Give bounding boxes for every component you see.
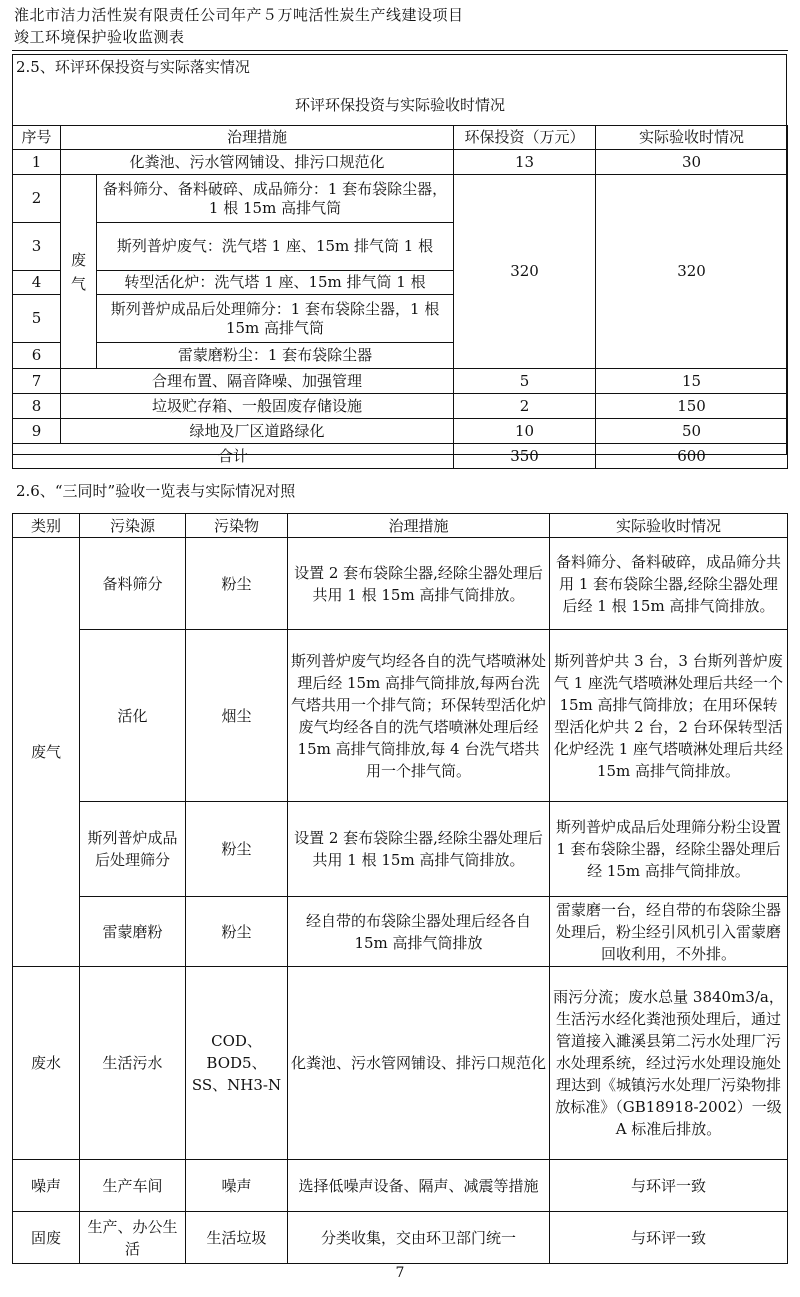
- row-measure: 合理布置、隔音降噪、加强管理: [61, 369, 454, 394]
- row-no: 7: [13, 369, 61, 394]
- row-source: 生产、办公生活: [80, 1212, 186, 1264]
- col-pollutant: 污染物: [186, 514, 288, 538]
- table-row: [13, 150, 788, 175]
- col-actual: 实际验收时情况: [550, 514, 788, 538]
- category-solid: 固废: [13, 1212, 80, 1264]
- table-row: [13, 1212, 788, 1264]
- row-invest: 5: [454, 369, 596, 394]
- row-source: 生产车间: [80, 1160, 186, 1212]
- three-simultaneity-table: [12, 513, 788, 1264]
- investment-table: [12, 125, 788, 469]
- row-measure: 转型活化炉：洗气塔 1 座、15m 排气筒 1 根: [97, 271, 454, 295]
- col-actual: 实际验收时情况: [596, 126, 788, 150]
- row-pollutant: 烟尘: [186, 630, 288, 802]
- category-noise: 噪声: [13, 1160, 80, 1212]
- row-measure: 化粪池、污水管网铺设、排污口规范化: [61, 150, 454, 175]
- col-measure: 治理措施: [288, 514, 550, 538]
- table-row: [13, 419, 788, 444]
- row-measure: 化粪池、污水管网铺设、排污口规范化: [288, 967, 550, 1160]
- row-measure: 备料筛分、备料破碎、成品筛分：1 套布袋除尘器，1 根 15m 高排气筒: [97, 175, 454, 223]
- row-source: 雷蒙磨粉: [80, 897, 186, 967]
- col-measure: 治理措施: [61, 126, 454, 150]
- table-row: [13, 538, 788, 630]
- table-row: [13, 369, 788, 394]
- page-number: 7: [395, 1265, 405, 1281]
- document-header: [14, 4, 464, 48]
- row-actual: 50: [596, 419, 788, 444]
- row-measure: 绿地及厂区道路绿化: [61, 419, 454, 444]
- row-actual: 与环评一致: [550, 1212, 788, 1264]
- row-actual: 雨污分流；废水总量 3840m3/a，生活污水经化粪池预处理后，通过管道接入濉溪县第二污水处理厂污水处理系统，经过污水处理设施处理达到《城镇污水处理厂污染物排放标准》（GB18918-2002）一级 A 标准后排放。: [550, 967, 788, 1160]
- row-measure: 设置 2 套布袋除尘器,经除尘器处理后共用 1 根 15m 高排气筒排放。: [288, 538, 550, 630]
- row-measure: 设置 2 套布袋除尘器,经除尘器处理后共用 1 根 15m 高排气筒排放。: [288, 802, 550, 897]
- row-source: 活化: [80, 630, 186, 802]
- header-subtitle: 竣工环境保护验收监测表: [14, 28, 185, 46]
- table-header-row: [13, 514, 788, 538]
- total-label: 合计: [13, 444, 454, 469]
- row-measure: 斯列普炉废气：洗气塔 1 座、15m 排气筒 1 根: [97, 223, 454, 271]
- row-actual: 备料筛分、备料破碎，成品筛分共用 1 套布袋除尘器,经除尘器处理后经 1 根 15m 高排气筒排放。: [550, 538, 788, 630]
- row-actual: 雷蒙磨一台，经自带的布袋除尘器处理后，粉尘经引风机引入雷蒙磨回收利用，不外排。: [550, 897, 788, 967]
- table-row: [13, 897, 788, 967]
- gas-actual: 320: [596, 175, 788, 369]
- gas-label-char: 气: [70, 274, 86, 293]
- row-measure: 分类收集，交由环卫部门统一: [288, 1212, 550, 1264]
- section25-title: 2.5、环评环保投资与实际落实情况: [16, 58, 250, 76]
- row-invest: 10: [454, 419, 596, 444]
- row-no: 1: [13, 150, 61, 175]
- row-actual: 30: [596, 150, 788, 175]
- row-source: 备料筛分: [80, 538, 186, 630]
- table-row: [13, 1160, 788, 1212]
- table-row: [13, 175, 788, 223]
- row-pollutant: 噪声: [186, 1160, 288, 1212]
- row-measure: 经自带的布袋除尘器处理后经各自 15m 高排气筒排放: [288, 897, 550, 967]
- row-no: 9: [13, 419, 61, 444]
- gas-group-label: [61, 175, 97, 369]
- col-category: 类别: [13, 514, 80, 538]
- col-no: 序号: [13, 126, 61, 150]
- header-project-title: 淮北市洁力活性炭有限责任公司年产５万吨活性炭生产线建设项目: [14, 6, 464, 24]
- total-row: [13, 444, 788, 469]
- row-actual: 15: [596, 369, 788, 394]
- table-row: [13, 630, 788, 802]
- row-measure: 斯列普炉成品后处理筛分：1 套布袋除尘器，1 根 15m 高排气筒: [97, 295, 454, 343]
- row-pollutant: 生活垃圾: [186, 1212, 288, 1264]
- table-row: [13, 394, 788, 419]
- row-measure: 雷蒙磨粉尘：1 套布袋除尘器: [97, 343, 454, 369]
- row-no: 3: [13, 223, 61, 271]
- table-header-row: [13, 126, 788, 150]
- row-invest: 2: [454, 394, 596, 419]
- table-row: [13, 802, 788, 897]
- row-pollutant: 粉尘: [186, 897, 288, 967]
- row-invest: 13: [454, 150, 596, 175]
- row-no: 4: [13, 271, 61, 295]
- row-measure: 斯列普炉废气均经各自的洗气塔喷淋处理后经 15m 高排气筒排放,每两台洗气塔共用一个排气筒；环保转型活化炉废气均经各自的洗气塔喷淋处理后经 15m 高排气筒排放,每 4 台洗气塔共用一个排气筒。: [288, 630, 550, 802]
- row-source: 斯列普炉成品后处理筛分: [80, 802, 186, 897]
- row-pollutant: COD、BOD5、SS、NH3-N: [186, 967, 288, 1160]
- col-source: 污染源: [80, 514, 186, 538]
- row-source: 生活污水: [80, 967, 186, 1160]
- row-actual: 150: [596, 394, 788, 419]
- section26-title: 2.6、“三同时”验收一览表与实际情况对照: [16, 482, 296, 500]
- row-pollutant: 粉尘: [186, 802, 288, 897]
- col-invest: 环保投资（万元）: [454, 126, 596, 150]
- row-no: 2: [13, 175, 61, 223]
- gas-invest: 320: [454, 175, 596, 369]
- row-actual: 与环评一致: [550, 1160, 788, 1212]
- section25-caption: 环评环保投资与实际验收时情况: [294, 96, 505, 114]
- row-no: 8: [13, 394, 61, 419]
- row-no: 5: [13, 295, 61, 343]
- total-invest: 350: [454, 444, 596, 469]
- header-rule: [12, 50, 788, 51]
- total-actual: 600: [596, 444, 788, 469]
- row-actual: 斯列普炉共 3 台，3 台斯列普炉废气 1 座洗气塔喷淋处理后共经一个 15m 高排气筒排放；在用环保转型活化炉共 2 台，2 台环保转型活化炉经洗 1 座气塔喷淋处理后共经 15m 高排气筒排放。: [550, 630, 788, 802]
- gas-label-char: 废: [70, 250, 86, 269]
- table-row: [13, 967, 788, 1160]
- row-no: 6: [13, 343, 61, 369]
- row-measure: 垃圾贮存箱、一般固废存储设施: [61, 394, 454, 419]
- category-water: 废水: [13, 967, 80, 1160]
- row-actual: 斯列普炉成品后处理筛分粉尘设置 1 套布袋除尘器，经除尘器处理后经 15m 高排气筒排放。: [550, 802, 788, 897]
- row-pollutant: 粉尘: [186, 538, 288, 630]
- row-measure: 选择低噪声设备、隔声、减震等措施: [288, 1160, 550, 1212]
- category-gas: 废气: [13, 538, 80, 967]
